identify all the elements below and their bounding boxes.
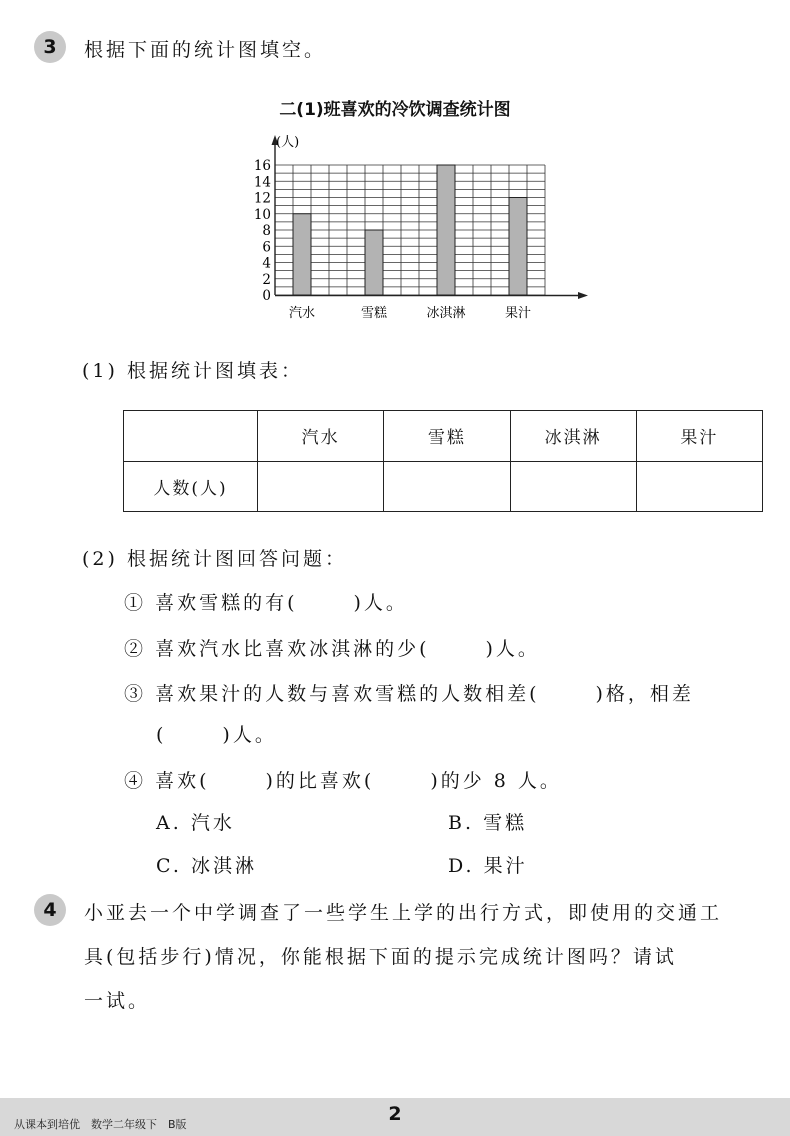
bar bbox=[293, 214, 311, 295]
option-text: 汽水 bbox=[190, 812, 235, 834]
question-number-badge: 3 bbox=[34, 31, 66, 63]
table-header-row bbox=[124, 411, 763, 462]
x-tick-label: 果汁 bbox=[504, 306, 532, 321]
question-4-line-1: 小亚去一个中学调查了一些学生上学的出行方式，即使用的交通工 bbox=[84, 902, 723, 924]
item-text: )人。 bbox=[485, 638, 540, 660]
table-header-cell: 冰淇淋 bbox=[510, 411, 636, 462]
table-header-cell: 汽水 bbox=[258, 411, 384, 462]
table-header-cell: 果汁 bbox=[636, 411, 762, 462]
question-item-2 bbox=[124, 634, 540, 661]
option-letter: A. bbox=[156, 812, 182, 834]
sub-question-1-label: (1) 根据统计图填表： bbox=[82, 360, 303, 382]
y-tick-label: 2 bbox=[262, 271, 271, 288]
option-text: 雪糕 bbox=[483, 812, 528, 834]
y-tick-label: 14 bbox=[253, 174, 271, 191]
x-axis-arrow bbox=[578, 292, 588, 299]
question-3-instruction: 根据下面的统计图填空。 bbox=[84, 39, 327, 61]
item-text: )的少 8 人。 bbox=[430, 770, 562, 792]
option-d bbox=[448, 851, 528, 878]
item-text: )的比喜欢( bbox=[265, 770, 375, 792]
bar bbox=[509, 198, 527, 296]
option-letter: B. bbox=[448, 812, 475, 834]
item-text: )人。 bbox=[222, 724, 277, 746]
page-footer bbox=[0, 1098, 790, 1136]
chart-title: 二(1)班喜欢的冷饮调查统计图 bbox=[279, 100, 511, 120]
question-item-3 bbox=[124, 679, 694, 706]
y-tick-label: 8 bbox=[262, 223, 271, 239]
table-row bbox=[124, 461, 763, 512]
option-text: 冰淇淋 bbox=[190, 855, 257, 877]
question-4-line-2: 具(包括步行)情况，你能根据下面的提示完成统计图吗？请试 bbox=[84, 946, 677, 968]
bar bbox=[365, 230, 383, 295]
y-tick-label: 0 bbox=[262, 288, 271, 304]
item-text: 喜欢果汁的人数与喜欢雪糕的人数相差( bbox=[155, 683, 540, 705]
item-number: ② bbox=[124, 638, 147, 660]
option-a bbox=[156, 808, 235, 835]
question-4-line-3: 一试。 bbox=[84, 990, 151, 1012]
item-text: )人。 bbox=[353, 592, 408, 614]
y-tick-label: 6 bbox=[262, 239, 271, 256]
bar bbox=[437, 165, 455, 295]
question-item-3-continued bbox=[156, 720, 277, 747]
option-text: 果汁 bbox=[483, 855, 528, 877]
book-title: 从课本到培优 数学二年级下 B版 bbox=[14, 1118, 187, 1131]
option-letter: C. bbox=[156, 855, 182, 877]
item-text: 喜欢雪糕的有( bbox=[155, 592, 298, 614]
option-letter: D. bbox=[448, 855, 475, 877]
fill-table bbox=[123, 410, 763, 512]
table-header-cell: 雪糕 bbox=[384, 411, 510, 462]
bar-chart bbox=[230, 128, 600, 328]
option-b bbox=[448, 808, 527, 835]
y-tick-label: 12 bbox=[253, 190, 271, 207]
item-text: 喜欢( bbox=[155, 770, 210, 792]
answer-cell[interactable] bbox=[384, 461, 510, 512]
x-tick-label: 汽水 bbox=[288, 306, 316, 321]
x-tick-label: 冰淇淋 bbox=[426, 306, 466, 321]
x-tick-label: 雪糕 bbox=[360, 306, 388, 321]
question-item-1 bbox=[124, 588, 408, 615]
y-axis-label: (人) bbox=[276, 135, 300, 150]
y-tick-label: 4 bbox=[262, 255, 271, 272]
item-number: ③ bbox=[124, 683, 147, 705]
item-text: ( bbox=[156, 724, 167, 746]
item-number: ① bbox=[124, 592, 147, 614]
table-corner-cell bbox=[124, 411, 258, 462]
answer-cell[interactable] bbox=[510, 461, 636, 512]
option-c bbox=[156, 851, 257, 878]
y-tick-label: 16 bbox=[253, 158, 271, 174]
y-tick-label: 10 bbox=[253, 206, 271, 223]
item-text: )格，相差 bbox=[595, 683, 694, 705]
page-number: 2 bbox=[388, 1103, 402, 1125]
item-number: ④ bbox=[124, 770, 147, 792]
question-item-4 bbox=[124, 766, 562, 793]
question-number-badge: 4 bbox=[34, 894, 66, 926]
item-text: 喜欢汽水比喜欢冰淇淋的少( bbox=[155, 638, 430, 660]
table-row-label: 人数(人) bbox=[124, 461, 258, 512]
answer-cell[interactable] bbox=[258, 461, 384, 512]
answer-cell[interactable] bbox=[636, 461, 762, 512]
sub-question-2-label: (2) 根据统计图回答问题： bbox=[82, 548, 347, 570]
